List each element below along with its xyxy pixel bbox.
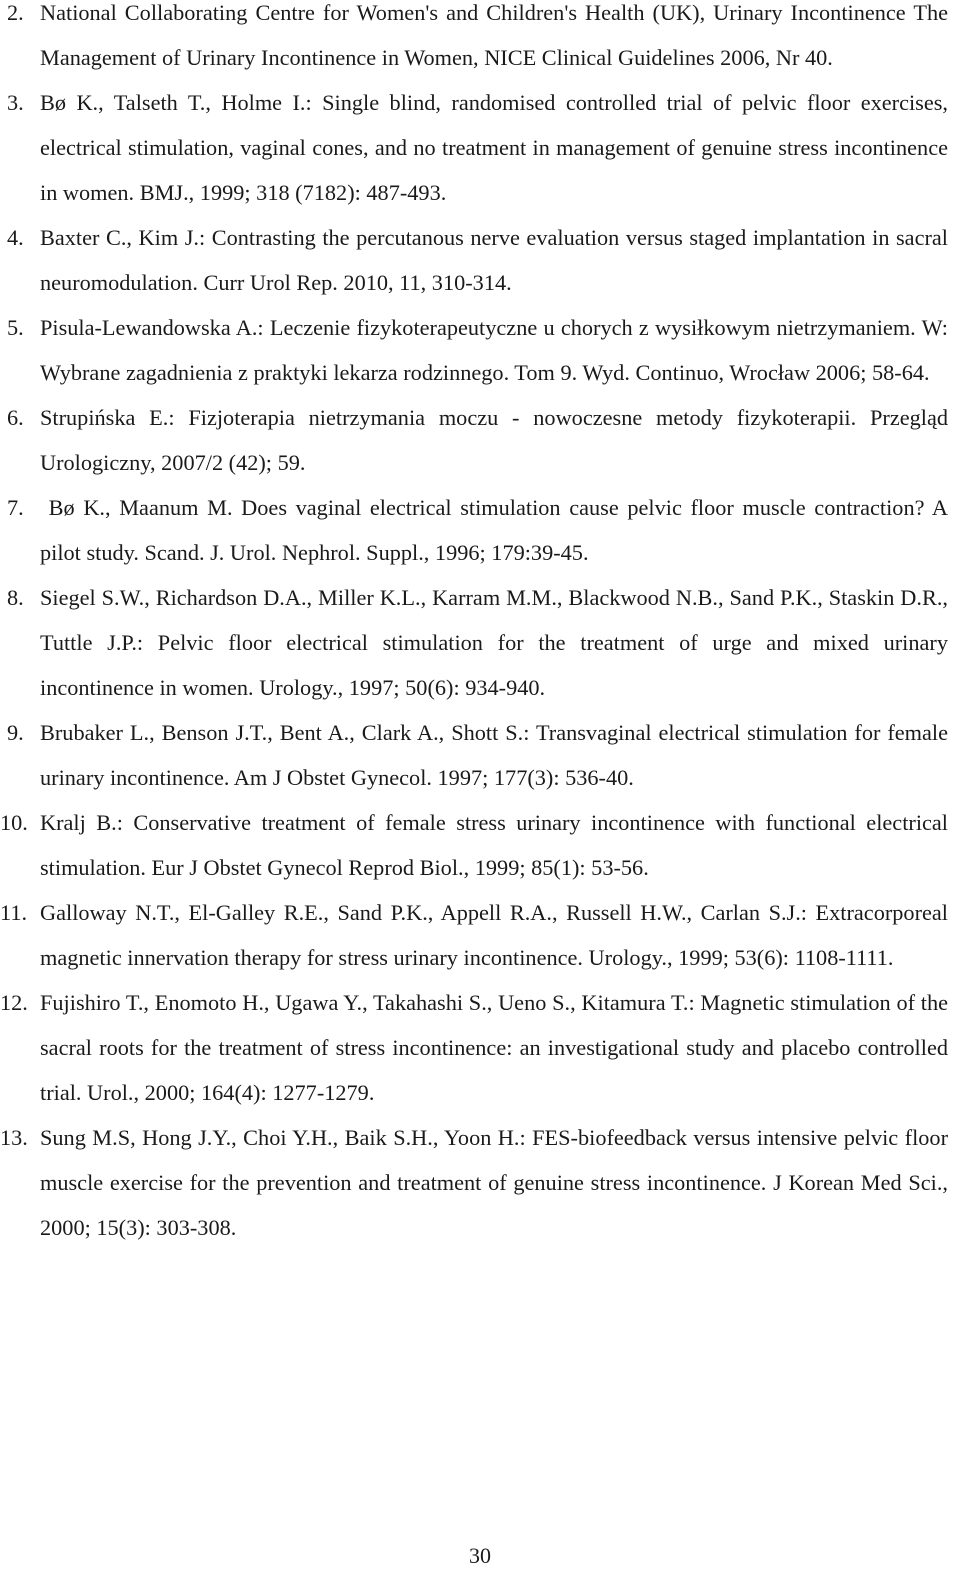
reference-number: 12. bbox=[0, 990, 28, 1015]
reference-text: Kralj B.: Conservative treatment of female stress urinary incontinence with functional electrical stimulation. Eur J Obstet Gynecol Reprod Biol., 1999; 85(1): 53-56. bbox=[40, 810, 948, 880]
reference-text: Brubaker L., Benson J.T., Bent A., Clark A., Shott S.: Transvaginal electrical stimulation for female urinary incontinence. Am J Obstet Gynecol. 1997; 177(3): 536-40. bbox=[40, 720, 948, 790]
reference-text: Strupińska E.: Fizjoterapia nietrzymania moczu - nowoczesne metody fizykoterapii. Przegląd Urologiczny, 2007/2 (42); 59. bbox=[40, 405, 948, 475]
reference-item bbox=[0, 1115, 960, 1250]
reference-number: 10. bbox=[0, 810, 28, 835]
reference-item bbox=[0, 800, 960, 890]
reference-text: Galloway N.T., El-Galley R.E., Sand P.K., Appell R.A., Russell H.W., Carlan S.J.: Extracorporeal magnetic innervation therapy for stress urinary incontinence. Urology., 1999; 53(6): 1108-1111. bbox=[40, 900, 948, 970]
reference-item bbox=[0, 575, 960, 710]
reference-text: Bø K., Maanum M. Does vaginal electrical stimulation cause pelvic floor muscle contraction? A pilot study. Scand. J. Urol. Nephrol. Suppl., 1996; 179:39-45. bbox=[40, 495, 954, 565]
reference-text: Bø K., Talseth T., Holme I.: Single blind, randomised controlled trial of pelvic floor exercises, electrical stimulation, vaginal cones, and no treatment in management of genuine stress incontinence in women. BMJ., 1999; 318 (7182): 487-493. bbox=[40, 90, 948, 205]
reference-number: 9. bbox=[7, 720, 24, 745]
reference-item bbox=[0, 305, 960, 395]
reference-number: 7. bbox=[7, 495, 24, 520]
reference-item bbox=[0, 890, 960, 980]
reference-item bbox=[0, 485, 960, 575]
reference-number: 5. bbox=[7, 315, 24, 340]
reference-item bbox=[0, 80, 960, 215]
reference-item bbox=[0, 980, 960, 1115]
reference-item bbox=[0, 395, 960, 485]
reference-number: 8. bbox=[7, 585, 24, 610]
reference-number: 6. bbox=[7, 405, 24, 430]
reference-item bbox=[0, 710, 960, 800]
reference-text: National Collaborating Centre for Women's and Children's Health (UK), Urinary Incontinence The Management of Urinary Incontinence in Women, NICE Clinical Guidelines 2006, Nr 40. bbox=[40, 0, 948, 70]
reference-text: Fujishiro T., Enomoto H., Ugawa Y., Takahashi S., Ueno S., Kitamura T.: Magnetic stimulation of the sacral roots for the treatment of stress incontinence: an investigational study and placebo controlled trial. Urol., 2000; 164(4): 1277-1279. bbox=[40, 990, 948, 1105]
reference-text: Pisula-Lewandowska A.: Leczenie fizykoterapeutyczne u chorych z wysiłkowym nietrzymaniem. W: Wybrane zagadnienia z praktyki lekarza rodzinnego. Tom 9. Wyd. Continuo, Wrocław 2006; 58-64. bbox=[40, 315, 948, 385]
reference-item bbox=[0, 215, 960, 305]
reference-text: Sung M.S, Hong J.Y., Choi Y.H., Baik S.H., Yoon H.: FES-biofeedback versus intensive pelvic floor muscle exercise for the prevention and treatment of genuine stress incontinence. J Korean Med Sci., 2000; 15(3): 303-308. bbox=[40, 1125, 948, 1240]
reference-text: Siegel S.W., Richardson D.A., Miller K.L., Karram M.M., Blackwood N.B., Sand P.K., Staskin D.R., Tuttle J.P.: Pelvic floor electrical stimulation for the treatment of urge and mixed urinary incontinence in women. Urology., 1997; 50(6): 934-940. bbox=[40, 585, 948, 700]
reference-number: 13. bbox=[0, 1125, 28, 1150]
reference-number: 3. bbox=[7, 90, 24, 115]
reference-number: 4. bbox=[7, 225, 24, 250]
reference-text: Baxter C., Kim J.: Contrasting the percutanous nerve evaluation versus staged implantation in sacral neuromodulation. Curr Urol Rep. 2010, 11, 310-314. bbox=[40, 225, 948, 295]
reference-item bbox=[0, 0, 960, 80]
reference-number: 2. bbox=[7, 0, 24, 25]
page-number: 30 bbox=[469, 1543, 491, 1568]
reference-number: 11. bbox=[0, 900, 28, 925]
